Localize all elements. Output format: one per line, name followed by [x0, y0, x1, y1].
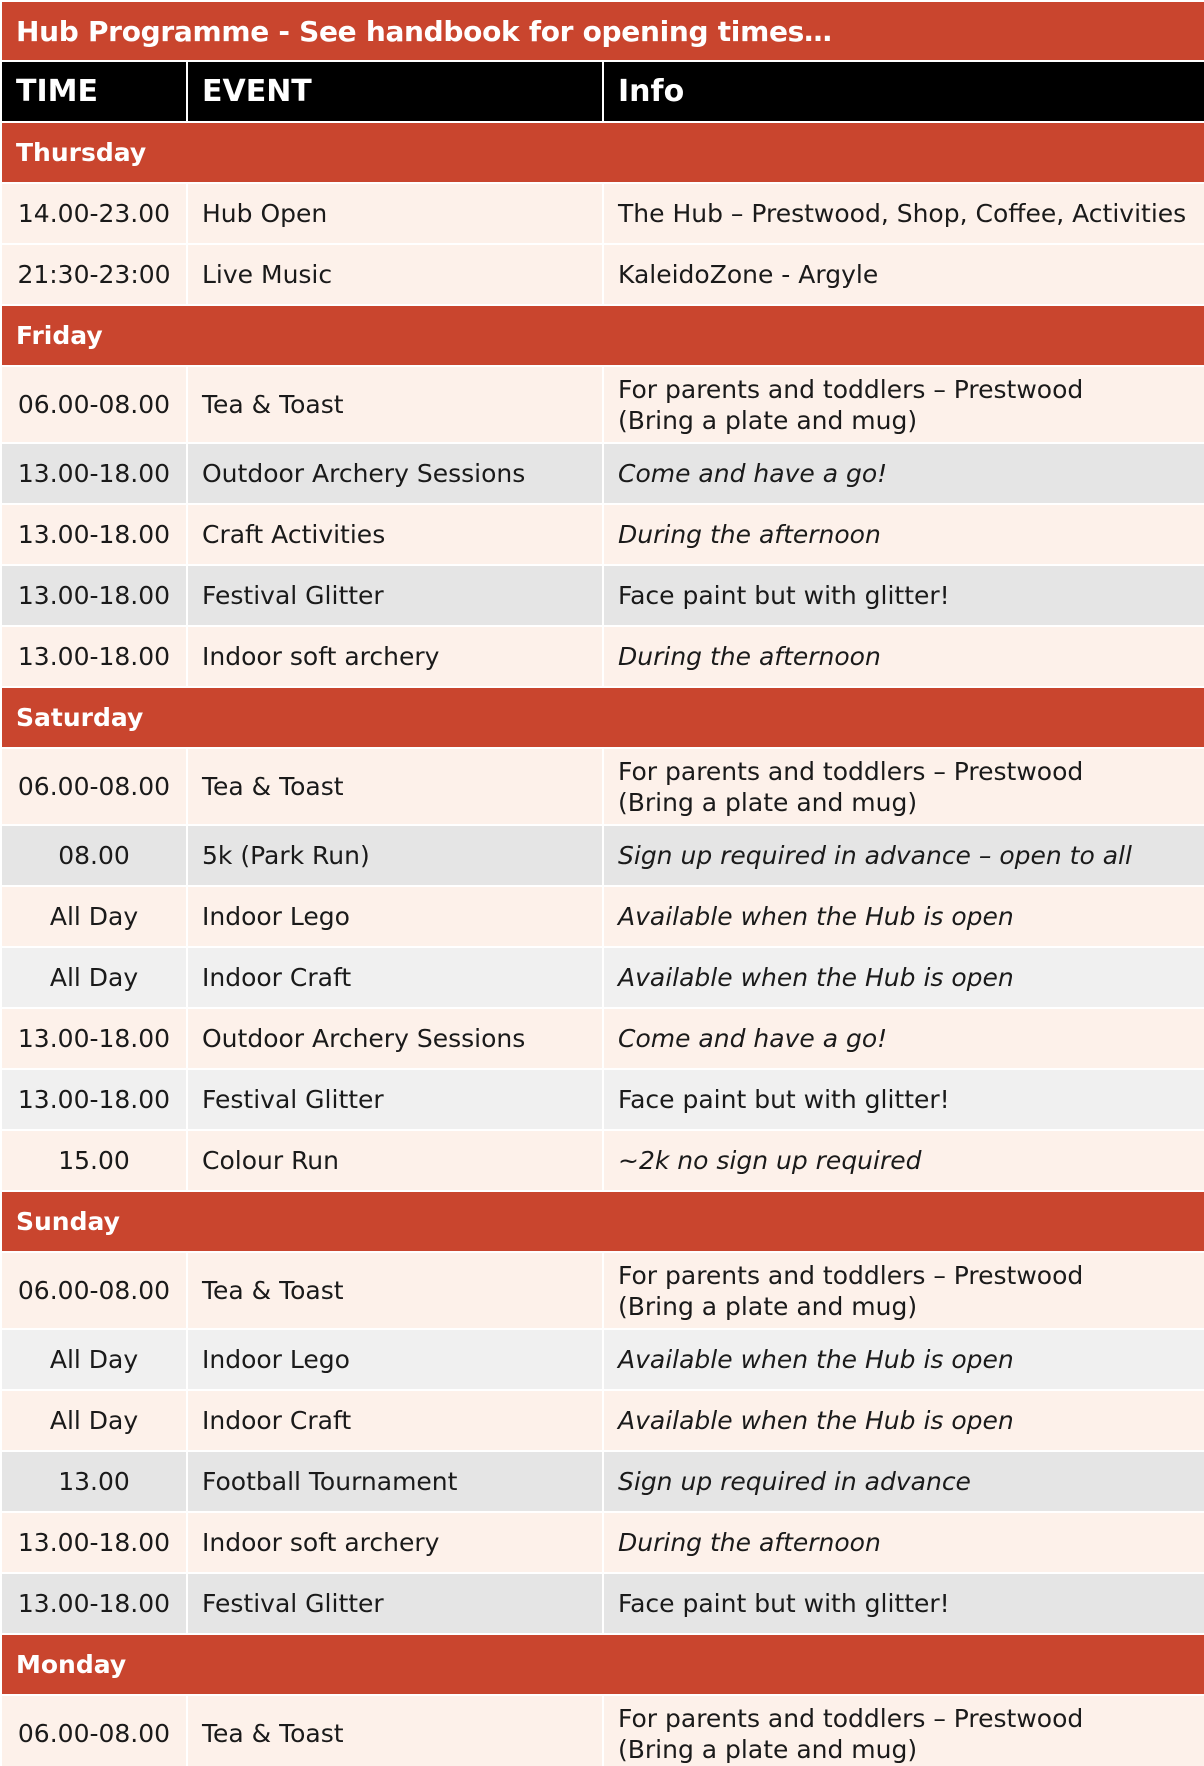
- event-name: Indoor Lego: [187, 886, 603, 947]
- event-info-line: (Bring a plate and mug): [618, 405, 918, 435]
- event-info: [603, 366, 1204, 443]
- event-name: Tea & Toast: [187, 366, 603, 443]
- event-name: Indoor soft archery: [187, 626, 603, 687]
- event-time: All Day: [1, 886, 187, 947]
- event-info: [603, 748, 1204, 825]
- event-info-line: During the afternoon: [618, 520, 881, 549]
- event-time: 15.00: [1, 1130, 187, 1191]
- event-row: [1, 1069, 1204, 1130]
- event-name: Hub Open: [187, 183, 603, 244]
- event-name: Festival Glitter: [187, 565, 603, 626]
- event-time: 06.00-08.00: [1, 366, 187, 443]
- event-time: 06.00-08.00: [1, 1252, 187, 1329]
- event-name: Indoor Lego: [187, 1329, 603, 1390]
- event-info-line: The Hub – Prestwood, Shop, Coffee, Activities: [618, 199, 1187, 228]
- event-time: All Day: [1, 1329, 187, 1390]
- event-info-line: Face paint but with glitter!: [618, 1085, 950, 1114]
- day-header-row: [1, 1191, 1204, 1252]
- event-time: All Day: [1, 947, 187, 1008]
- event-info-line: (Bring a plate and mug): [618, 787, 918, 817]
- event-name: Tea & Toast: [187, 1252, 603, 1329]
- event-info-line: ~2k no sign up required: [618, 1146, 922, 1175]
- column-header-row: [1, 61, 1204, 122]
- event-info: [603, 1252, 1204, 1329]
- event-info-line: Sign up required in advance – open to all: [618, 841, 1132, 870]
- day-name: Sunday: [1, 1191, 1204, 1252]
- event-row: [1, 183, 1204, 244]
- event-time: 21:30-23:00: [1, 244, 187, 305]
- event-info-line: During the afternoon: [618, 642, 881, 671]
- column-header-info: Info: [603, 61, 1204, 122]
- event-time: 14.00-23.00: [1, 183, 187, 244]
- event-info-line: Available when the Hub is open: [618, 963, 1014, 992]
- event-row: [1, 748, 1204, 825]
- event-info: [603, 1008, 1204, 1069]
- event-name: Outdoor Archery Sessions: [187, 1008, 603, 1069]
- event-row: [1, 1695, 1204, 1766]
- event-info-line: (Bring a plate and mug): [618, 1734, 918, 1764]
- event-name: Craft Activities: [187, 504, 603, 565]
- event-info-line: Available when the Hub is open: [618, 902, 1014, 931]
- event-time: 13.00: [1, 1451, 187, 1512]
- event-row: [1, 626, 1204, 687]
- event-info: [603, 1390, 1204, 1451]
- event-info-line: KaleidoZone - Argyle: [618, 260, 879, 289]
- title-row: [1, 1, 1204, 61]
- event-name: Festival Glitter: [187, 1573, 603, 1634]
- event-time: 13.00-18.00: [1, 565, 187, 626]
- event-info: [603, 886, 1204, 947]
- event-info: [603, 1451, 1204, 1512]
- event-row: [1, 565, 1204, 626]
- column-header-time: TIME: [1, 61, 187, 122]
- event-info-line: Available when the Hub is open: [618, 1406, 1014, 1435]
- event-time: 13.00-18.00: [1, 1512, 187, 1573]
- day-header-row: [1, 687, 1204, 748]
- event-row: [1, 443, 1204, 504]
- event-row: [1, 825, 1204, 886]
- event-info: [603, 1573, 1204, 1634]
- event-row: [1, 244, 1204, 305]
- event-row: [1, 1512, 1204, 1573]
- event-info: [603, 443, 1204, 504]
- event-info: [603, 183, 1204, 244]
- event-time: 13.00-18.00: [1, 443, 187, 504]
- event-name: Indoor Craft: [187, 947, 603, 1008]
- event-name: Indoor soft archery: [187, 1512, 603, 1573]
- event-row: [1, 886, 1204, 947]
- event-time: 06.00-08.00: [1, 748, 187, 825]
- event-name: Tea & Toast: [187, 1695, 603, 1766]
- programme-table-body: [1, 1, 1204, 1766]
- page-title: Hub Programme - See handbook for opening times…: [1, 1, 1204, 61]
- event-time: 13.00-18.00: [1, 1573, 187, 1634]
- event-time: 13.00-18.00: [1, 1008, 187, 1069]
- event-row: [1, 1390, 1204, 1451]
- event-row: [1, 1573, 1204, 1634]
- event-row: [1, 1451, 1204, 1512]
- event-name: Indoor Craft: [187, 1390, 603, 1451]
- event-info-line: For parents and toddlers – Prestwood: [618, 756, 1084, 786]
- event-info-line: For parents and toddlers – Prestwood: [618, 374, 1084, 404]
- event-row: [1, 1329, 1204, 1390]
- event-info-line: Available when the Hub is open: [618, 1345, 1014, 1374]
- day-header-row: [1, 1634, 1204, 1695]
- event-time: All Day: [1, 1390, 187, 1451]
- event-info: [603, 626, 1204, 687]
- event-time: 13.00-18.00: [1, 626, 187, 687]
- event-time: 08.00: [1, 825, 187, 886]
- event-info: [603, 1329, 1204, 1390]
- event-info: [603, 1069, 1204, 1130]
- day-name: Thursday: [1, 122, 1204, 183]
- event-name: Football Tournament: [187, 1451, 603, 1512]
- day-name: Saturday: [1, 687, 1204, 748]
- event-info: [603, 947, 1204, 1008]
- event-info-line: Face paint but with glitter!: [618, 581, 950, 610]
- event-name: Festival Glitter: [187, 1069, 603, 1130]
- event-info: [603, 1512, 1204, 1573]
- event-row: [1, 1130, 1204, 1191]
- event-info-line: For parents and toddlers – Prestwood: [618, 1260, 1084, 1290]
- event-time: 13.00-18.00: [1, 504, 187, 565]
- event-info-line: Face paint but with glitter!: [618, 1589, 950, 1618]
- day-name: Monday: [1, 1634, 1204, 1695]
- day-header-row: [1, 122, 1204, 183]
- event-name: Live Music: [187, 244, 603, 305]
- event-info-line: Come and have a go!: [618, 1024, 888, 1053]
- event-row: [1, 947, 1204, 1008]
- event-row: [1, 1008, 1204, 1069]
- event-info: [603, 1695, 1204, 1766]
- event-time: 06.00-08.00: [1, 1695, 187, 1766]
- event-info: [603, 1130, 1204, 1191]
- event-info-line: Come and have a go!: [618, 459, 888, 488]
- event-name: Colour Run: [187, 1130, 603, 1191]
- column-header-event: EVENT: [187, 61, 603, 122]
- event-info: [603, 244, 1204, 305]
- event-info-line: During the afternoon: [618, 1528, 881, 1557]
- event-info-line: For parents and toddlers – Prestwood: [618, 1703, 1084, 1733]
- event-info: [603, 504, 1204, 565]
- event-row: [1, 366, 1204, 443]
- day-name: Friday: [1, 305, 1204, 366]
- event-info: [603, 825, 1204, 886]
- event-info-line: Sign up required in advance: [618, 1467, 971, 1496]
- event-row: [1, 1252, 1204, 1329]
- event-name: 5k (Park Run): [187, 825, 603, 886]
- day-header-row: [1, 305, 1204, 366]
- event-name: Outdoor Archery Sessions: [187, 443, 603, 504]
- event-name: Tea & Toast: [187, 748, 603, 825]
- event-time: 13.00-18.00: [1, 1069, 187, 1130]
- event-row: [1, 504, 1204, 565]
- event-info-line: (Bring a plate and mug): [618, 1291, 918, 1321]
- event-info: [603, 565, 1204, 626]
